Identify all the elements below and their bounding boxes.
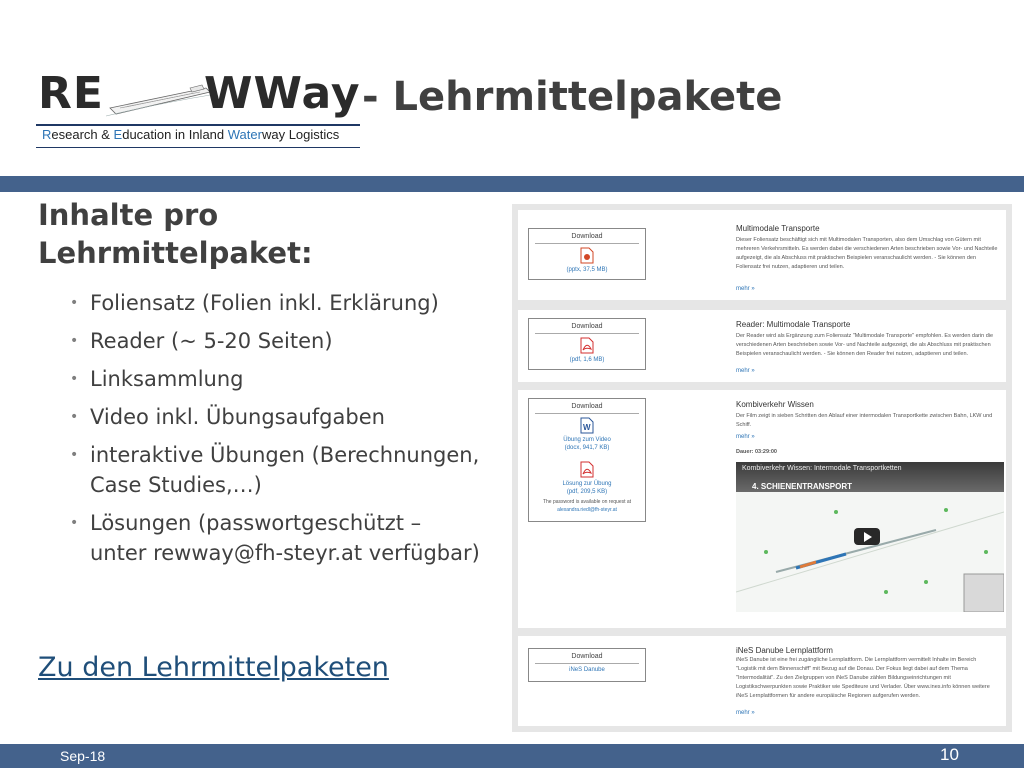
logo-rule-top xyxy=(36,124,360,126)
download-box xyxy=(528,398,646,522)
website-screenshot xyxy=(512,204,1012,732)
more-link[interactable]: mehr » xyxy=(736,286,755,292)
ship-icon xyxy=(106,74,216,118)
material-card-video xyxy=(518,390,1006,628)
card-description: Der Film zeigt in sieben Schritten den Ablauf einer intermodalen Transportkette zwischen Bahn, LKW und Schiff. xyxy=(736,413,993,428)
lehrmittelpakete-link[interactable]: Zu den Lehrmittelpaketen xyxy=(38,652,389,683)
bullet-item: • Foliensatz (Folien inkl. Erklärung) xyxy=(70,288,480,318)
bullet-icon: • xyxy=(70,447,79,463)
pdf-file-icon[interactable] xyxy=(580,337,594,354)
video-frame-illustration xyxy=(736,492,1004,612)
content-bullet-list xyxy=(70,288,480,576)
bullet-item: • Video inkl. Übungsaufgaben xyxy=(70,402,480,432)
bullet-icon: • xyxy=(70,371,79,387)
slide-title: - Lehrmittelpakete xyxy=(362,74,783,120)
rewway-logo xyxy=(36,64,366,152)
logo-subtitle: Research & Education in Inland Waterway Logistics xyxy=(42,127,340,142)
footer-bar xyxy=(0,744,1024,768)
video-title: Kombiverkehr Wissen: Intermodale Transportketten xyxy=(742,465,902,472)
exercise-download-link[interactable]: Übung zum Video xyxy=(563,437,611,443)
content-heading: Inhalte pro Lehrmittelpaket: xyxy=(38,198,313,270)
more-link[interactable]: mehr » xyxy=(736,434,755,440)
bullet-item: • Lösungen (passwortgeschützt – unter rewway@fh-steyr.at verfügbar) xyxy=(70,508,480,568)
material-card-reader xyxy=(518,310,1006,382)
logo-rule-bottom xyxy=(36,147,360,148)
download-box xyxy=(528,648,646,682)
page-number: 10 xyxy=(940,745,959,764)
material-card-slides xyxy=(518,210,1006,300)
email-link[interactable]: alexandra.riedl@fh-steyr.at xyxy=(557,507,617,513)
footer-date: Sep-18 xyxy=(60,748,106,764)
docx-file-icon[interactable] xyxy=(580,417,594,434)
video-header xyxy=(736,462,1004,492)
more-link[interactable]: mehr » xyxy=(736,368,755,374)
download-label: Download xyxy=(535,399,639,414)
card-description: Dieser Foliensatz beschäftigt sich mit Multimodalen Transporten, also dem Umschlag von Gütern mit mehreren Verkehrsmitteln. Es werden dabei die verschiedenen Arten beschrieben sowie Vor- und Nachteile aufgezeigt, die als Abschluss mit praktischen Beispielen veranschaulicht werden. - Sie können den Foliensatz frei nutzen, adaptieren und teilen. xyxy=(736,237,998,270)
bullet-icon: • xyxy=(70,295,79,311)
pptx-file-icon[interactable] xyxy=(580,247,594,264)
pdf-file-icon[interactable] xyxy=(580,461,594,478)
more-link[interactable]: mehr » xyxy=(736,710,755,716)
card-title: Reader: Multimodale Transporte xyxy=(736,320,851,329)
bullet-item: • Linksammlung xyxy=(70,364,480,394)
bullet-item: • Reader (~ 5-20 Seiten) xyxy=(70,326,480,356)
bullet-icon: • xyxy=(70,515,79,531)
video-chapter: 4. SCHIENENTRANSPORT xyxy=(752,482,853,491)
download-file-link[interactable]: (pdf, 1,6 MB) xyxy=(569,357,605,363)
download-box xyxy=(528,318,646,370)
exercise-file-info: (docx, 941,7 KB) xyxy=(564,445,610,451)
solution-file-info: (pdf, 209,5 KB) xyxy=(566,489,608,495)
card-description: iNeS Danube ist eine frei zugängliche Lernplattform. Die Lernplattform vermittelt Inhalte im Bereich "Logistik mit dem Binnenschiff" mit Bezug auf die Donau. Der Fokus liegt dabei auf dem Thema "Intermodalität". Zu den Zielgruppen von iNeS Danube zählen Bildungseinrichtungen mit Logistikschwerpunkten sowie Praktiker wie Spediteure und Verlader. Über www.ines.info können weitere iNeS Lernplattformen für andere europäische Regionen aufgerufen werden. xyxy=(736,657,990,699)
card-title: Kombiverkehr Wissen xyxy=(736,400,814,409)
password-note: The password is available on request at xyxy=(542,499,632,505)
download-label: Download xyxy=(535,229,639,244)
ines-link[interactable]: iNeS Danube xyxy=(569,667,605,673)
download-label: Download xyxy=(535,649,639,664)
card-description: Der Reader wird als Ergänzung zum Foliensatz "Multimodale Transporte" empfohlen. Es werden darin die verschiedenen Arten beschrieben sowie Vor- und Nachteile aufgezeigt, die als Abschluss mit praktischen Beispielen veranschaulicht werden. - Sie können den Reader frei nutzen, adaptieren und teilen. xyxy=(736,333,994,357)
bullet-icon: • xyxy=(70,409,79,425)
video-duration: Dauer: 03:29:00 xyxy=(736,449,777,455)
logo-re-text: RE xyxy=(38,68,104,119)
logo-wway-text: WWay xyxy=(204,68,361,119)
video-player[interactable] xyxy=(736,462,1004,612)
bullet-icon: • xyxy=(70,333,79,349)
material-card-ines xyxy=(518,636,1006,726)
card-title: iNeS Danube Lernplattform xyxy=(736,646,833,655)
download-file-link[interactable]: (pptx, 37,5 MB) xyxy=(566,267,608,273)
solution-download-link[interactable]: Lösung zur Übung xyxy=(562,481,612,487)
header-bar xyxy=(0,176,1024,192)
card-title: Multimodale Transporte xyxy=(736,224,820,233)
download-box xyxy=(528,228,646,280)
download-label: Download xyxy=(535,319,639,334)
bullet-item: • interaktive Übungen (Berechnungen, Case Studies,…) xyxy=(70,440,480,500)
svg-text:W: W xyxy=(583,423,591,432)
play-icon[interactable] xyxy=(854,528,880,545)
